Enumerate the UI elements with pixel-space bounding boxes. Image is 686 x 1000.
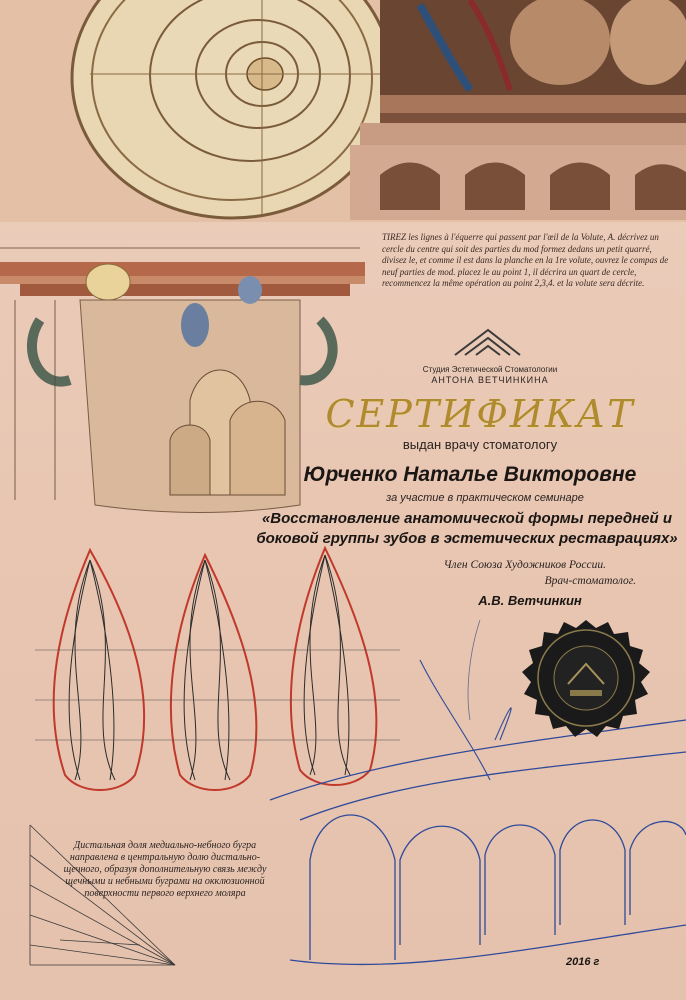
certificate-year: 2016 г bbox=[566, 956, 600, 968]
seminar-title: «Восстановление анатомической формы передней и боковой группы зубов в эстетических реставрациях» bbox=[256, 510, 678, 547]
seal bbox=[522, 620, 650, 737]
participation-label: за участие в практическом семинаре bbox=[386, 492, 584, 504]
handwritten-note: TIREZ les lignes à l'équerre qui passent par l'œil de la Volute, A. décrivez un cercle du centre qui soit des parties du mod formez dedans un petit quarré, divisez le, et comme il est dans la planche en la 1re volute, ouvrez le compas de neuf parties de mod. placez le au point 1, il décrira un quart de cercle, recommencez la même opération au point 2,3,4. et la volute sera décrite. bbox=[382, 232, 669, 288]
diagram-caption: Дистальная доля медиально-небного бугра направлена в центральную долю дистально-щечного, образуя дополнительную связь между щечными и небными буграми на окклюзионной поверхности первого верхнего моляра bbox=[63, 840, 267, 899]
signer-name: А.В. Ветчинкин bbox=[478, 593, 582, 608]
certificate-title: СЕРТИФИКАТ bbox=[325, 392, 635, 436]
signer-membership: Член Союза Художников России. bbox=[443, 559, 606, 571]
studio-owner: АНТОНА ВЕТЧИНКИНА bbox=[431, 375, 549, 385]
signer-profession: Врач-стоматолог. bbox=[544, 575, 636, 587]
studio-logo-mark bbox=[455, 330, 520, 355]
issued-to-label: выдан врачу стоматологу bbox=[402, 437, 558, 452]
studio-name: Студия Эстетической Стоматологии bbox=[422, 365, 558, 374]
recipient-name: Юрченко Наталье Викторовне bbox=[303, 463, 637, 486]
cornice-painting bbox=[350, 0, 686, 220]
